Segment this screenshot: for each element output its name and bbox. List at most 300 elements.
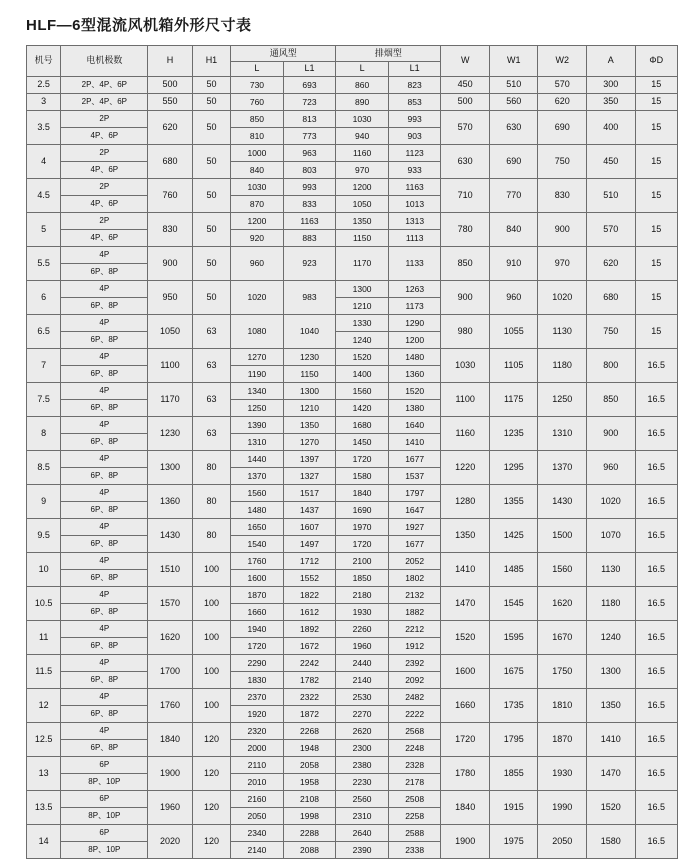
cell-smoke-l1: 1480 bbox=[388, 349, 441, 366]
cell-motor-poles: 2P、4P、6P bbox=[61, 94, 148, 111]
cell-w1: 1545 bbox=[489, 587, 538, 621]
cell-vent-l: 2320 bbox=[231, 723, 284, 740]
cell-smoke-l1: 823 bbox=[388, 77, 441, 94]
cell-machine-no: 14 bbox=[27, 825, 61, 859]
cell-motor-poles: 2P bbox=[61, 213, 148, 230]
table-row bbox=[27, 417, 678, 434]
cell-h: 950 bbox=[148, 281, 192, 315]
cell-w1: 1915 bbox=[489, 791, 538, 825]
cell-w2: 570 bbox=[538, 77, 587, 94]
cell-vent-l1: 2268 bbox=[283, 723, 336, 740]
cell-vent-l: 1920 bbox=[231, 706, 284, 723]
cell-w1: 1105 bbox=[489, 349, 538, 383]
cell-w: 710 bbox=[441, 179, 490, 213]
cell-h: 2020 bbox=[148, 825, 192, 859]
cell-a: 1020 bbox=[586, 485, 635, 519]
cell-w2: 750 bbox=[538, 145, 587, 179]
cell-h: 1840 bbox=[148, 723, 192, 757]
table-row bbox=[27, 451, 678, 468]
col-header-w2: W2 bbox=[538, 46, 587, 77]
cell-w: 1780 bbox=[441, 757, 490, 791]
cell-vent-l: 1560 bbox=[231, 485, 284, 502]
cell-machine-no: 13.5 bbox=[27, 791, 61, 825]
cell-smoke-l1: 2222 bbox=[388, 706, 441, 723]
cell-d: 16.5 bbox=[635, 519, 678, 553]
cell-smoke-l: 2140 bbox=[336, 672, 389, 689]
cell-h1: 63 bbox=[192, 417, 230, 451]
cell-motor-poles: 4P bbox=[61, 519, 148, 536]
cell-motor-poles: 4P、6P bbox=[61, 162, 148, 179]
cell-motor-poles: 6P、8P bbox=[61, 298, 148, 315]
table-row bbox=[27, 587, 678, 604]
cell-machine-no: 6.5 bbox=[27, 315, 61, 349]
table-row bbox=[27, 621, 678, 638]
cell-w: 980 bbox=[441, 315, 490, 349]
cell-smoke-l1: 1133 bbox=[388, 247, 441, 281]
cell-w1: 510 bbox=[489, 77, 538, 94]
cell-vent-l: 960 bbox=[231, 247, 284, 281]
cell-a: 1180 bbox=[586, 587, 635, 621]
cell-machine-no: 7 bbox=[27, 349, 61, 383]
cell-machine-no: 6 bbox=[27, 281, 61, 315]
table-row bbox=[27, 315, 678, 332]
cell-machine-no: 4.5 bbox=[27, 179, 61, 213]
cell-a: 1350 bbox=[586, 689, 635, 723]
cell-w2: 1250 bbox=[538, 383, 587, 417]
col-header-smoke-l: L bbox=[336, 62, 389, 77]
cell-d: 15 bbox=[635, 94, 678, 111]
cell-vent-l: 1440 bbox=[231, 451, 284, 468]
cell-h1: 120 bbox=[192, 791, 230, 825]
table-row bbox=[27, 757, 678, 774]
cell-smoke-l: 1150 bbox=[336, 230, 389, 247]
table-row bbox=[27, 247, 678, 264]
cell-vent-l: 1370 bbox=[231, 468, 284, 485]
col-header-poles: 电机极数 bbox=[61, 46, 148, 77]
cell-a: 1580 bbox=[586, 825, 635, 859]
cell-motor-poles: 6P bbox=[61, 791, 148, 808]
col-header-vent-l: L bbox=[231, 62, 284, 77]
cell-a: 400 bbox=[586, 111, 635, 145]
cell-vent-l: 1200 bbox=[231, 213, 284, 230]
cell-d: 15 bbox=[635, 247, 678, 281]
cell-smoke-l1: 2482 bbox=[388, 689, 441, 706]
table-row bbox=[27, 111, 678, 128]
cell-motor-poles: 6P、8P bbox=[61, 672, 148, 689]
cell-smoke-l1: 1263 bbox=[388, 281, 441, 298]
table-row bbox=[27, 519, 678, 536]
cell-smoke-l1: 1882 bbox=[388, 604, 441, 621]
table-row bbox=[27, 179, 678, 196]
cell-smoke-l: 2530 bbox=[336, 689, 389, 706]
cell-a: 1300 bbox=[586, 655, 635, 689]
cell-d: 16.5 bbox=[635, 553, 678, 587]
cell-a: 850 bbox=[586, 383, 635, 417]
cell-w2: 1180 bbox=[538, 349, 587, 383]
cell-w: 1350 bbox=[441, 519, 490, 553]
cell-w2: 690 bbox=[538, 111, 587, 145]
cell-w: 850 bbox=[441, 247, 490, 281]
cell-smoke-l: 2270 bbox=[336, 706, 389, 723]
cell-h1: 63 bbox=[192, 349, 230, 383]
col-header-w: W bbox=[441, 46, 490, 77]
cell-motor-poles: 4P bbox=[61, 553, 148, 570]
table-row bbox=[27, 145, 678, 162]
cell-vent-l: 2290 bbox=[231, 655, 284, 672]
cell-h: 1360 bbox=[148, 485, 192, 519]
cell-smoke-l1: 2568 bbox=[388, 723, 441, 740]
cell-w1: 910 bbox=[489, 247, 538, 281]
cell-h1: 63 bbox=[192, 383, 230, 417]
cell-smoke-l1: 2588 bbox=[388, 825, 441, 842]
cell-w: 1100 bbox=[441, 383, 490, 417]
cell-machine-no: 5.5 bbox=[27, 247, 61, 281]
table-row bbox=[27, 281, 678, 298]
cell-smoke-l: 1030 bbox=[336, 111, 389, 128]
cell-vent-l1: 1210 bbox=[283, 400, 336, 417]
cell-a: 1520 bbox=[586, 791, 635, 825]
cell-h1: 50 bbox=[192, 111, 230, 145]
cell-motor-poles: 6P、8P bbox=[61, 536, 148, 553]
cell-smoke-l1: 1410 bbox=[388, 434, 441, 451]
cell-a: 960 bbox=[586, 451, 635, 485]
cell-w1: 630 bbox=[489, 111, 538, 145]
cell-smoke-l1: 2392 bbox=[388, 655, 441, 672]
cell-vent-l: 2370 bbox=[231, 689, 284, 706]
cell-vent-l1: 1040 bbox=[283, 315, 336, 349]
cell-smoke-l1: 1647 bbox=[388, 502, 441, 519]
cell-vent-l: 1340 bbox=[231, 383, 284, 400]
cell-w1: 1855 bbox=[489, 757, 538, 791]
cell-h: 1900 bbox=[148, 757, 192, 791]
cell-d: 15 bbox=[635, 315, 678, 349]
cell-a: 750 bbox=[586, 315, 635, 349]
cell-motor-poles: 2P bbox=[61, 179, 148, 196]
cell-smoke-l: 1400 bbox=[336, 366, 389, 383]
cell-vent-l1: 1300 bbox=[283, 383, 336, 400]
cell-w: 900 bbox=[441, 281, 490, 315]
cell-vent-l: 2110 bbox=[231, 757, 284, 774]
cell-vent-l1: 723 bbox=[283, 94, 336, 111]
cell-motor-poles: 6P、8P bbox=[61, 468, 148, 485]
cell-smoke-l1: 2092 bbox=[388, 672, 441, 689]
cell-smoke-l1: 2338 bbox=[388, 842, 441, 859]
cell-h: 1960 bbox=[148, 791, 192, 825]
cell-machine-no: 8.5 bbox=[27, 451, 61, 485]
cell-d: 15 bbox=[635, 281, 678, 315]
cell-motor-poles: 4P、6P bbox=[61, 230, 148, 247]
cell-vent-l: 2000 bbox=[231, 740, 284, 757]
cell-w1: 1055 bbox=[489, 315, 538, 349]
cell-w: 1280 bbox=[441, 485, 490, 519]
cell-vent-l1: 1712 bbox=[283, 553, 336, 570]
table-row bbox=[27, 723, 678, 740]
cell-motor-poles: 4P bbox=[61, 587, 148, 604]
cell-smoke-l1: 2132 bbox=[388, 587, 441, 604]
cell-smoke-l1: 2052 bbox=[388, 553, 441, 570]
cell-vent-l1: 1163 bbox=[283, 213, 336, 230]
cell-w2: 1810 bbox=[538, 689, 587, 723]
cell-d: 16.5 bbox=[635, 791, 678, 825]
cell-smoke-l1: 2258 bbox=[388, 808, 441, 825]
col-header-h: H bbox=[148, 46, 192, 77]
cell-motor-poles: 4P bbox=[61, 383, 148, 400]
col-header-vent-l1: L1 bbox=[283, 62, 336, 77]
cell-smoke-l: 860 bbox=[336, 77, 389, 94]
cell-h1: 100 bbox=[192, 621, 230, 655]
cell-h: 1300 bbox=[148, 451, 192, 485]
cell-vent-l1: 693 bbox=[283, 77, 336, 94]
cell-vent-l: 2050 bbox=[231, 808, 284, 825]
cell-vent-l: 810 bbox=[231, 128, 284, 145]
cell-motor-poles: 6P、8P bbox=[61, 740, 148, 757]
spec-table-container bbox=[0, 45, 700, 859]
cell-vent-l1: 2088 bbox=[283, 842, 336, 859]
cell-motor-poles: 6P、8P bbox=[61, 570, 148, 587]
cell-d: 16.5 bbox=[635, 757, 678, 791]
cell-h1: 50 bbox=[192, 281, 230, 315]
cell-vent-l: 1650 bbox=[231, 519, 284, 536]
cell-vent-l1: 1958 bbox=[283, 774, 336, 791]
cell-vent-l1: 1552 bbox=[283, 570, 336, 587]
cell-h1: 50 bbox=[192, 77, 230, 94]
cell-h1: 120 bbox=[192, 723, 230, 757]
cell-h: 680 bbox=[148, 145, 192, 179]
cell-machine-no: 11 bbox=[27, 621, 61, 655]
cell-h: 1100 bbox=[148, 349, 192, 383]
cell-w1: 840 bbox=[489, 213, 538, 247]
cell-machine-no: 5 bbox=[27, 213, 61, 247]
cell-h: 1760 bbox=[148, 689, 192, 723]
cell-w: 1410 bbox=[441, 553, 490, 587]
cell-vent-l1: 993 bbox=[283, 179, 336, 196]
table-row bbox=[27, 791, 678, 808]
cell-w2: 1130 bbox=[538, 315, 587, 349]
cell-w1: 1735 bbox=[489, 689, 538, 723]
cell-smoke-l: 1930 bbox=[336, 604, 389, 621]
cell-smoke-l1: 2212 bbox=[388, 621, 441, 638]
cell-smoke-l1: 1797 bbox=[388, 485, 441, 502]
cell-vent-l1: 1350 bbox=[283, 417, 336, 434]
spec-table bbox=[26, 45, 678, 859]
cell-vent-l1: 1230 bbox=[283, 349, 336, 366]
cell-motor-poles: 6P、8P bbox=[61, 434, 148, 451]
cell-vent-l1: 2322 bbox=[283, 689, 336, 706]
cell-a: 620 bbox=[586, 247, 635, 281]
cell-w: 1600 bbox=[441, 655, 490, 689]
cell-vent-l: 1870 bbox=[231, 587, 284, 604]
cell-vent-l1: 1782 bbox=[283, 672, 336, 689]
cell-motor-poles: 8P、10P bbox=[61, 808, 148, 825]
cell-w2: 830 bbox=[538, 179, 587, 213]
cell-smoke-l1: 2178 bbox=[388, 774, 441, 791]
cell-w2: 1020 bbox=[538, 281, 587, 315]
cell-w1: 1675 bbox=[489, 655, 538, 689]
cell-motor-poles: 6P、8P bbox=[61, 332, 148, 349]
cell-h1: 120 bbox=[192, 825, 230, 859]
cell-smoke-l1: 1113 bbox=[388, 230, 441, 247]
cell-vent-l: 1540 bbox=[231, 536, 284, 553]
cell-vent-l: 2010 bbox=[231, 774, 284, 791]
cell-d: 16.5 bbox=[635, 825, 678, 859]
cell-w2: 1430 bbox=[538, 485, 587, 519]
cell-w: 500 bbox=[441, 94, 490, 111]
cell-motor-poles: 6P、8P bbox=[61, 264, 148, 281]
cell-d: 15 bbox=[635, 145, 678, 179]
table-row bbox=[27, 689, 678, 706]
cell-smoke-l1: 1380 bbox=[388, 400, 441, 417]
cell-smoke-l1: 1163 bbox=[388, 179, 441, 196]
cell-d: 16.5 bbox=[635, 587, 678, 621]
col-header-w1: W1 bbox=[489, 46, 538, 77]
cell-a: 1470 bbox=[586, 757, 635, 791]
cell-smoke-l: 1200 bbox=[336, 179, 389, 196]
cell-smoke-l: 2640 bbox=[336, 825, 389, 842]
cell-machine-no: 9.5 bbox=[27, 519, 61, 553]
cell-smoke-l: 2380 bbox=[336, 757, 389, 774]
cell-h: 500 bbox=[148, 77, 192, 94]
cell-w2: 970 bbox=[538, 247, 587, 281]
cell-machine-no: 7.5 bbox=[27, 383, 61, 417]
cell-w: 1030 bbox=[441, 349, 490, 383]
cell-w2: 1620 bbox=[538, 587, 587, 621]
cell-vent-l1: 883 bbox=[283, 230, 336, 247]
cell-h1: 100 bbox=[192, 655, 230, 689]
cell-h1: 50 bbox=[192, 94, 230, 111]
cell-a: 300 bbox=[586, 77, 635, 94]
cell-smoke-l1: 1677 bbox=[388, 536, 441, 553]
cell-w2: 1500 bbox=[538, 519, 587, 553]
cell-smoke-l: 1720 bbox=[336, 451, 389, 468]
cell-h1: 80 bbox=[192, 485, 230, 519]
table-row bbox=[27, 655, 678, 672]
cell-w1: 1235 bbox=[489, 417, 538, 451]
cell-h: 900 bbox=[148, 247, 192, 281]
cell-w: 570 bbox=[441, 111, 490, 145]
cell-vent-l1: 1437 bbox=[283, 502, 336, 519]
cell-w2: 1930 bbox=[538, 757, 587, 791]
cell-a: 1070 bbox=[586, 519, 635, 553]
cell-a: 900 bbox=[586, 417, 635, 451]
cell-vent-l1: 983 bbox=[283, 281, 336, 315]
cell-a: 1240 bbox=[586, 621, 635, 655]
cell-motor-poles: 4P bbox=[61, 281, 148, 298]
cell-smoke-l: 1240 bbox=[336, 332, 389, 349]
table-row bbox=[27, 383, 678, 400]
cell-smoke-l: 1840 bbox=[336, 485, 389, 502]
cell-smoke-l: 2180 bbox=[336, 587, 389, 604]
cell-vent-l: 2340 bbox=[231, 825, 284, 842]
table-body bbox=[27, 77, 678, 859]
col-header-smoke-l1: L1 bbox=[388, 62, 441, 77]
cell-h: 1620 bbox=[148, 621, 192, 655]
cell-d: 16.5 bbox=[635, 485, 678, 519]
cell-a: 450 bbox=[586, 145, 635, 179]
cell-vent-l: 1270 bbox=[231, 349, 284, 366]
cell-vent-l1: 833 bbox=[283, 196, 336, 213]
cell-smoke-l1: 1802 bbox=[388, 570, 441, 587]
cell-motor-poles: 4P bbox=[61, 451, 148, 468]
cell-h1: 80 bbox=[192, 519, 230, 553]
col-header-a: A bbox=[586, 46, 635, 77]
cell-d: 16.5 bbox=[635, 655, 678, 689]
cell-machine-no: 10.5 bbox=[27, 587, 61, 621]
cell-motor-poles: 4P bbox=[61, 655, 148, 672]
cell-motor-poles: 6P、8P bbox=[61, 638, 148, 655]
cell-w: 1520 bbox=[441, 621, 490, 655]
table-row bbox=[27, 94, 678, 111]
cell-a: 800 bbox=[586, 349, 635, 383]
cell-motor-poles: 2P bbox=[61, 111, 148, 128]
cell-motor-poles: 4P bbox=[61, 621, 148, 638]
cell-smoke-l1: 1290 bbox=[388, 315, 441, 332]
cell-smoke-l1: 1537 bbox=[388, 468, 441, 485]
cell-motor-poles: 4P bbox=[61, 689, 148, 706]
cell-vent-l: 1390 bbox=[231, 417, 284, 434]
cell-smoke-l: 1850 bbox=[336, 570, 389, 587]
cell-w1: 1595 bbox=[489, 621, 538, 655]
cell-motor-poles: 6P、8P bbox=[61, 502, 148, 519]
cell-smoke-l: 1170 bbox=[336, 247, 389, 281]
cell-vent-l: 1600 bbox=[231, 570, 284, 587]
cell-smoke-l1: 1520 bbox=[388, 383, 441, 400]
table-row bbox=[27, 485, 678, 502]
cell-w2: 1990 bbox=[538, 791, 587, 825]
cell-h: 1170 bbox=[148, 383, 192, 417]
cell-smoke-l: 2560 bbox=[336, 791, 389, 808]
cell-vent-l1: 1892 bbox=[283, 621, 336, 638]
cell-vent-l1: 2288 bbox=[283, 825, 336, 842]
cell-vent-l1: 1612 bbox=[283, 604, 336, 621]
cell-vent-l: 730 bbox=[231, 77, 284, 94]
cell-w1: 1485 bbox=[489, 553, 538, 587]
cell-motor-poles: 6P、8P bbox=[61, 706, 148, 723]
cell-vent-l1: 1150 bbox=[283, 366, 336, 383]
cell-motor-poles: 4P bbox=[61, 485, 148, 502]
cell-vent-l1: 1822 bbox=[283, 587, 336, 604]
cell-d: 15 bbox=[635, 179, 678, 213]
cell-vent-l1: 1872 bbox=[283, 706, 336, 723]
cell-motor-poles: 6P、8P bbox=[61, 366, 148, 383]
cell-smoke-l: 2230 bbox=[336, 774, 389, 791]
cell-vent-l1: 1270 bbox=[283, 434, 336, 451]
cell-w1: 1175 bbox=[489, 383, 538, 417]
cell-vent-l: 1030 bbox=[231, 179, 284, 196]
cell-h: 830 bbox=[148, 213, 192, 247]
cell-a: 510 bbox=[586, 179, 635, 213]
cell-smoke-l: 1300 bbox=[336, 281, 389, 298]
cell-vent-l1: 1517 bbox=[283, 485, 336, 502]
cell-smoke-l1: 1912 bbox=[388, 638, 441, 655]
cell-smoke-l: 1520 bbox=[336, 349, 389, 366]
cell-smoke-l1: 853 bbox=[388, 94, 441, 111]
cell-smoke-l: 1160 bbox=[336, 145, 389, 162]
cell-vent-l: 1310 bbox=[231, 434, 284, 451]
cell-vent-l1: 963 bbox=[283, 145, 336, 162]
cell-w: 1840 bbox=[441, 791, 490, 825]
table-row bbox=[27, 553, 678, 570]
cell-w1: 1425 bbox=[489, 519, 538, 553]
table-row bbox=[27, 213, 678, 230]
cell-d: 15 bbox=[635, 111, 678, 145]
cell-smoke-l: 2390 bbox=[336, 842, 389, 859]
cell-motor-poles: 6P bbox=[61, 825, 148, 842]
cell-a: 1130 bbox=[586, 553, 635, 587]
cell-machine-no: 3 bbox=[27, 94, 61, 111]
cell-w2: 1370 bbox=[538, 451, 587, 485]
cell-smoke-l: 970 bbox=[336, 162, 389, 179]
cell-w: 1160 bbox=[441, 417, 490, 451]
